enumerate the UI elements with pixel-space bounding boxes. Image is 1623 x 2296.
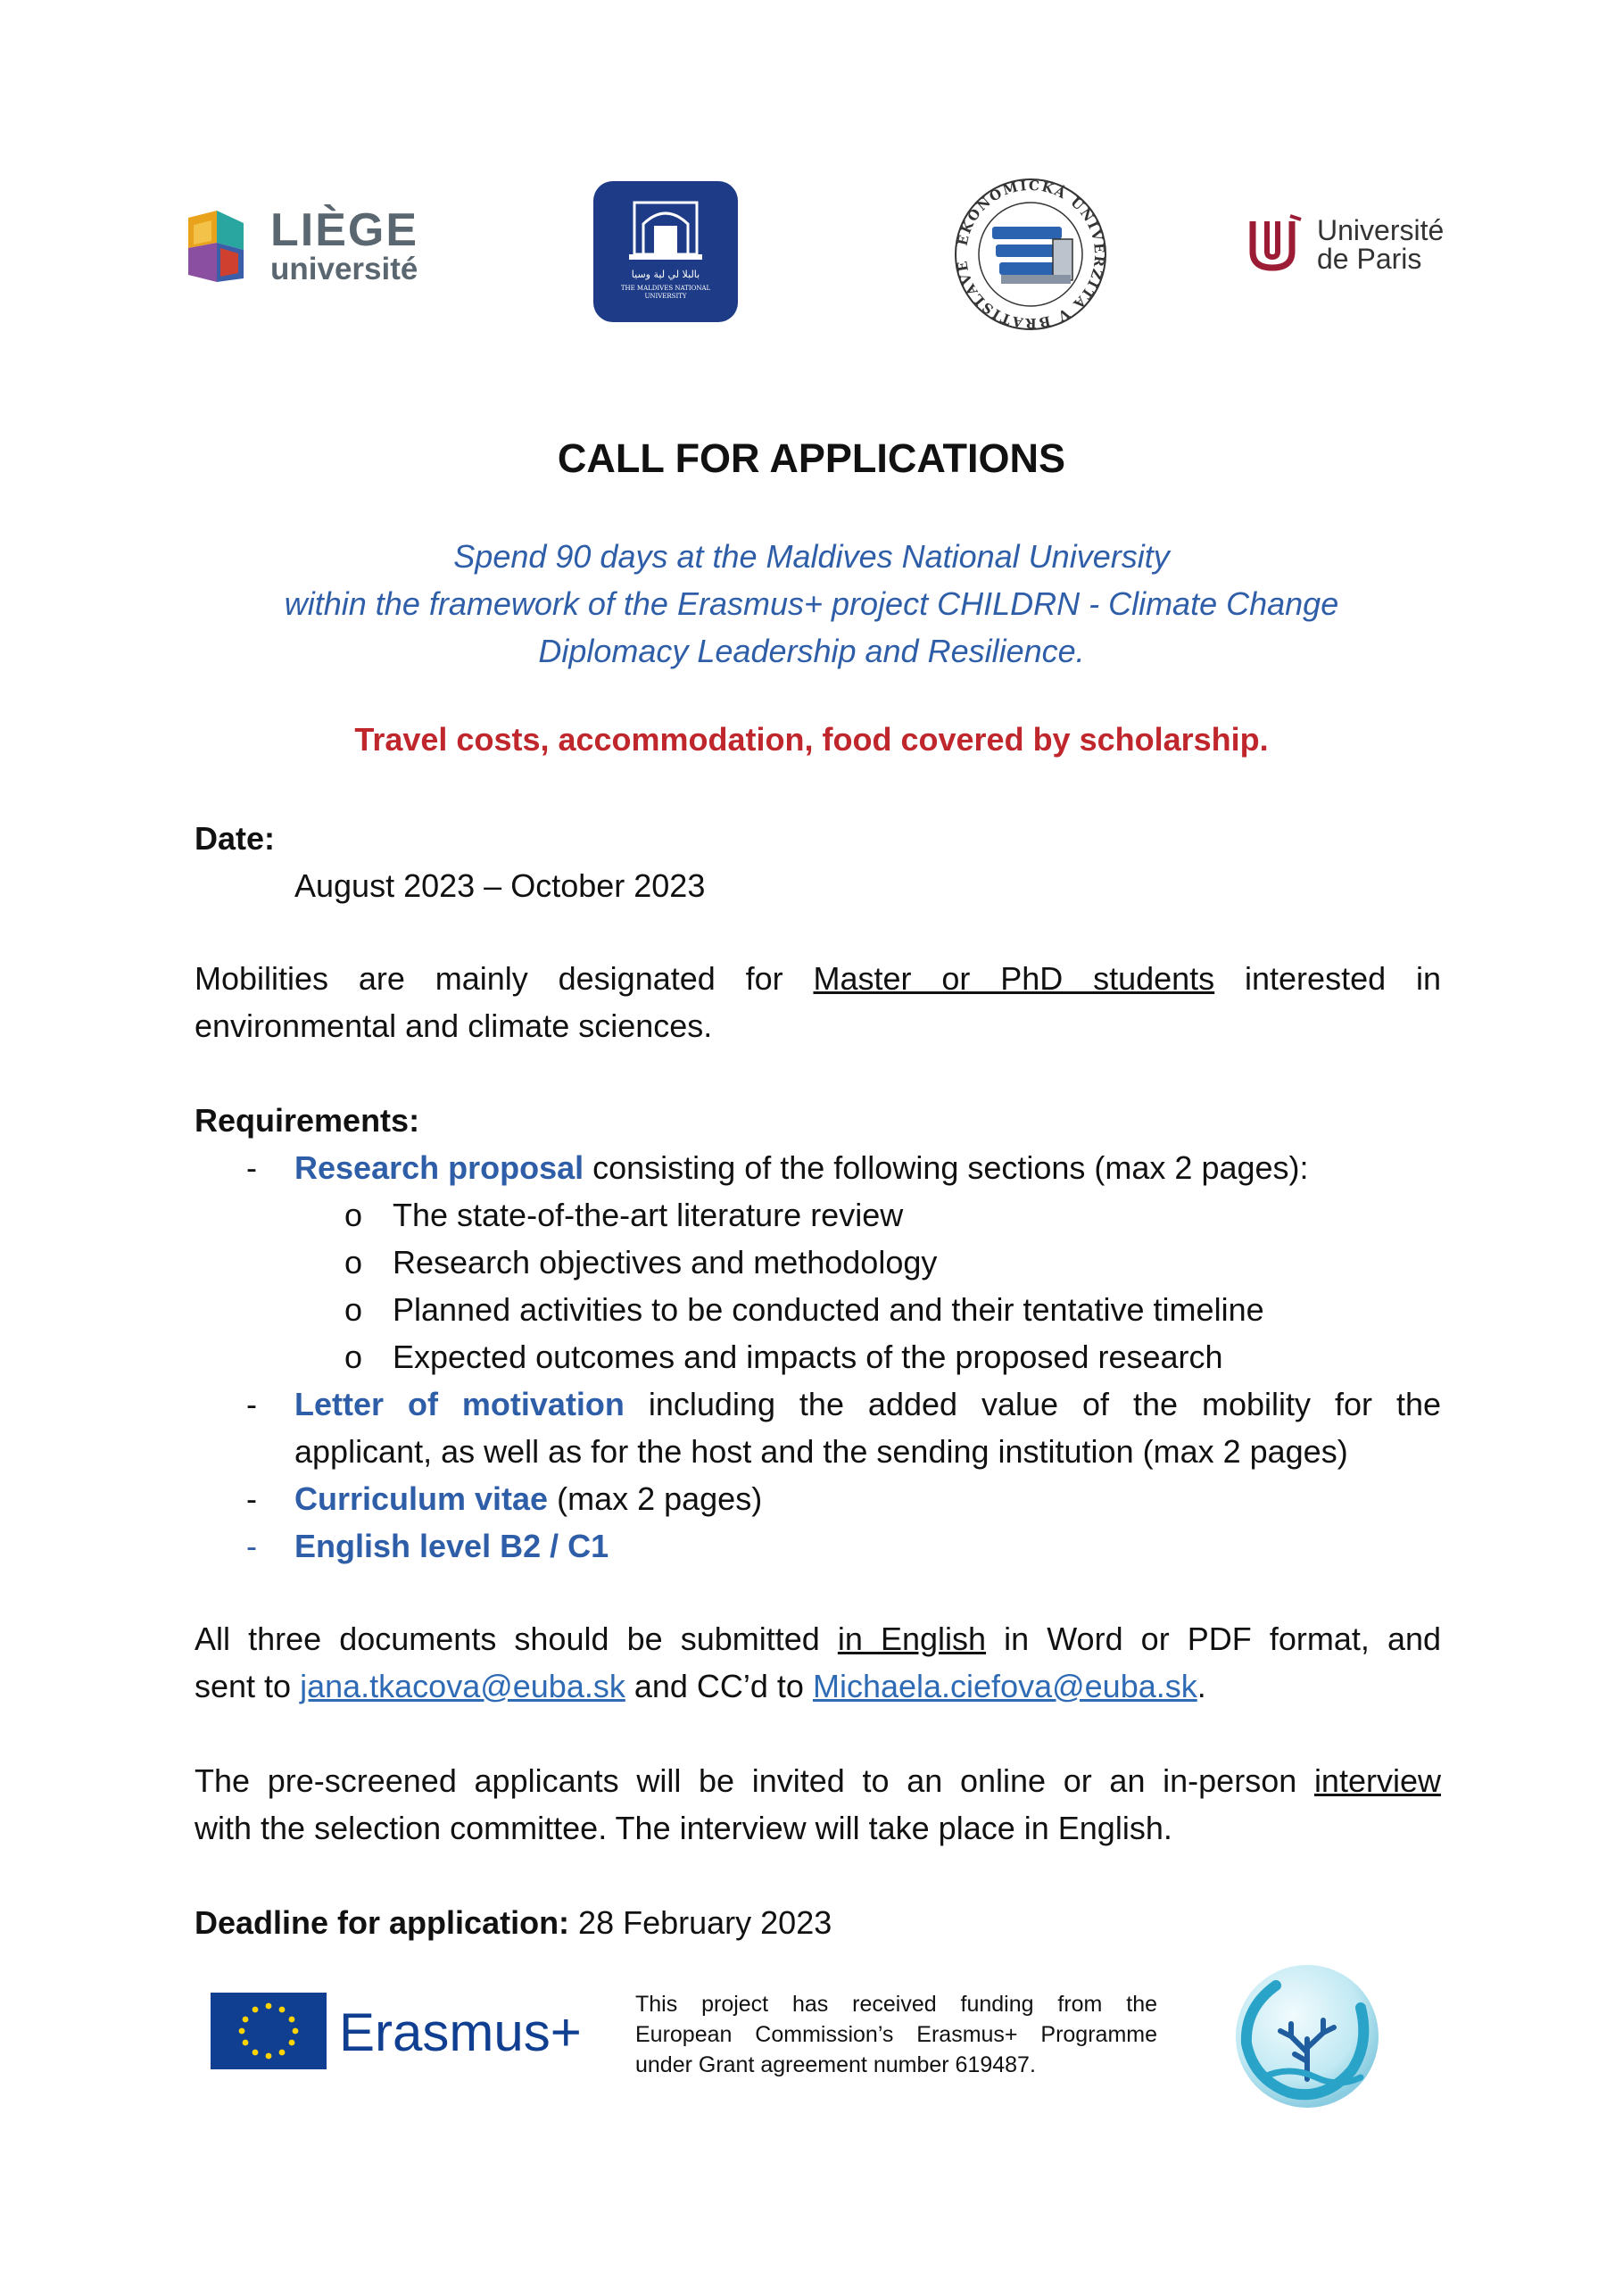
date-label: Date: [195,820,276,857]
mobility-line-2: environmental and climate sciences. [195,1007,713,1044]
submission-cc: and CC’d to [625,1668,813,1704]
requirements-label: Requirements: [195,1102,420,1139]
req-item-english [294,1522,609,1570]
email-link-jana[interactable]: jana.tkacova@euba.sk [300,1668,625,1704]
euba-ring-text: EKONOMICKÁ UNIVERZITA V BRATISLAVE [954,177,1108,332]
interview-pre: The pre-screened applicants will be invited to an online or an in-person [195,1762,1314,1799]
req-dash-1: - [246,1149,257,1186]
date-value: August 2023 – October 2023 [294,867,706,904]
submission-sent-to: sent to [195,1668,301,1704]
interview-line-2: with the selection committee. The interview will take place in English. [195,1810,1172,1846]
submission-period: . [1197,1668,1206,1704]
funding-note [635,1989,1157,2080]
liege-subname: université [270,252,418,286]
erasmus-wordmark: Erasmus+ [339,2002,582,2062]
req-item-cv [294,1475,762,1522]
interview-line-1 [195,1757,1441,1804]
funding-line-2: European Commission’s Erasmus+ Programme [635,2022,1157,2047]
deadline-label: Deadline for application: [195,1904,570,1941]
sub-item-2: Research objectives and methodology [393,1244,938,1281]
sub-bullet-1: o [344,1197,363,1233]
subtitle-line-1: Spend 90 days at the Maldives National University [453,538,1170,575]
mobility-students: Master or PhD students [813,960,1215,997]
sub-bullet-2: o [344,1244,363,1281]
interview-paragraph [195,1757,1441,1852]
req-motivation-line-2: applicant, as well as for the host and the sending institution (max 2 pages) [294,1433,1348,1470]
liege-name: LIÈGE [270,204,419,256]
req-english-bold: English level B2 / C1 [294,1528,609,1564]
paris-emblem-icon [1246,212,1304,271]
req-dash-2: - [246,1386,257,1422]
funding-line-3: under Grant agreement number 619487. [635,2052,1036,2077]
sub-bullet-4: o [344,1339,363,1375]
subtitle-line-3: Diplomacy Leadership and Resilience. [538,633,1085,669]
interview-word: interview [1313,1762,1441,1799]
coral-wave-icon [1227,1954,1387,2115]
deadline [195,1899,832,1946]
req-cv-rest: (max 2 pages) [548,1480,763,1517]
sub-item-1: The state-of-the-art literature review [393,1197,904,1233]
mobility-post: interested in [1245,960,1441,997]
scholarship-note: Travel costs, accommodation, food covered by scholarship. [354,721,1269,758]
mobility-paragraph [195,955,1441,1049]
submission-pre: All three documents should be submitted [195,1620,838,1657]
submission-line-2 [195,1662,1441,1710]
sub-item-4: Expected outcomes and impacts of the proposed research [393,1339,1223,1375]
erasmus-logo [211,1993,585,2073]
submission-paragraph [195,1615,1441,1710]
university-of-economics-bratislava-logo [946,177,1115,333]
req-motivation-bold: Letter of motivation [294,1386,625,1422]
submission-line-1 [195,1615,1441,1662]
mnu-name-2: UNIVERSITY [644,293,687,300]
submission-in-english: in English [837,1620,987,1657]
mnu-arabic: بالبلا لي لية وسيا [631,269,700,280]
req-motivation-line-1 [294,1380,1441,1428]
req-dash-3: - [246,1480,257,1517]
req-research-rest: consisting of the following sections (max 2 pages): [584,1149,1309,1186]
mnu-name: THE MALDIVES NATIONAL [620,285,711,292]
mnu-building-icon [593,181,738,322]
sub-item-3: Planned activities to be conducted and their tentative timeline [393,1291,1264,1328]
liege-university-logo [181,204,419,287]
paris-line1: Université [1317,214,1445,246]
mobility-pre: Mobilities are mainly designated for [195,960,783,997]
eu-flag-icon [211,1993,327,2069]
req-dash-4: - [246,1528,257,1564]
universite-de-paris-logo [1246,212,1460,275]
maldives-national-university-logo [593,181,738,322]
sub-bullet-3: o [344,1291,363,1328]
euba-seal-icon [946,177,1115,333]
deadline-value: 28 February 2023 [569,1904,832,1941]
paris-line2: de Paris [1317,243,1422,275]
email-link-michaela[interactable]: Michaela.ciefova@euba.sk [812,1668,1197,1704]
mobility-line-1 [195,955,1441,1002]
req-research-bold: Research proposal [294,1149,584,1186]
req-item-motivation [294,1380,1441,1475]
submission-format: in Word or PDF format, and [986,1620,1442,1657]
req-item-research [294,1144,1309,1191]
subtitle-line-2: within the framework of the Erasmus+ project CHILDRN - Climate Change [284,585,1339,622]
page-title: CALL FOR APPLICATIONS [557,435,1066,481]
liege-cube-icon [181,207,267,287]
req-motivation-rest: including the added value of the mobility for the [624,1386,1441,1422]
funding-line-1: This project has received funding from the [635,1992,1157,2017]
childrn-project-logo [1227,1954,1387,2115]
req-cv-bold: Curriculum vitae [294,1480,549,1517]
